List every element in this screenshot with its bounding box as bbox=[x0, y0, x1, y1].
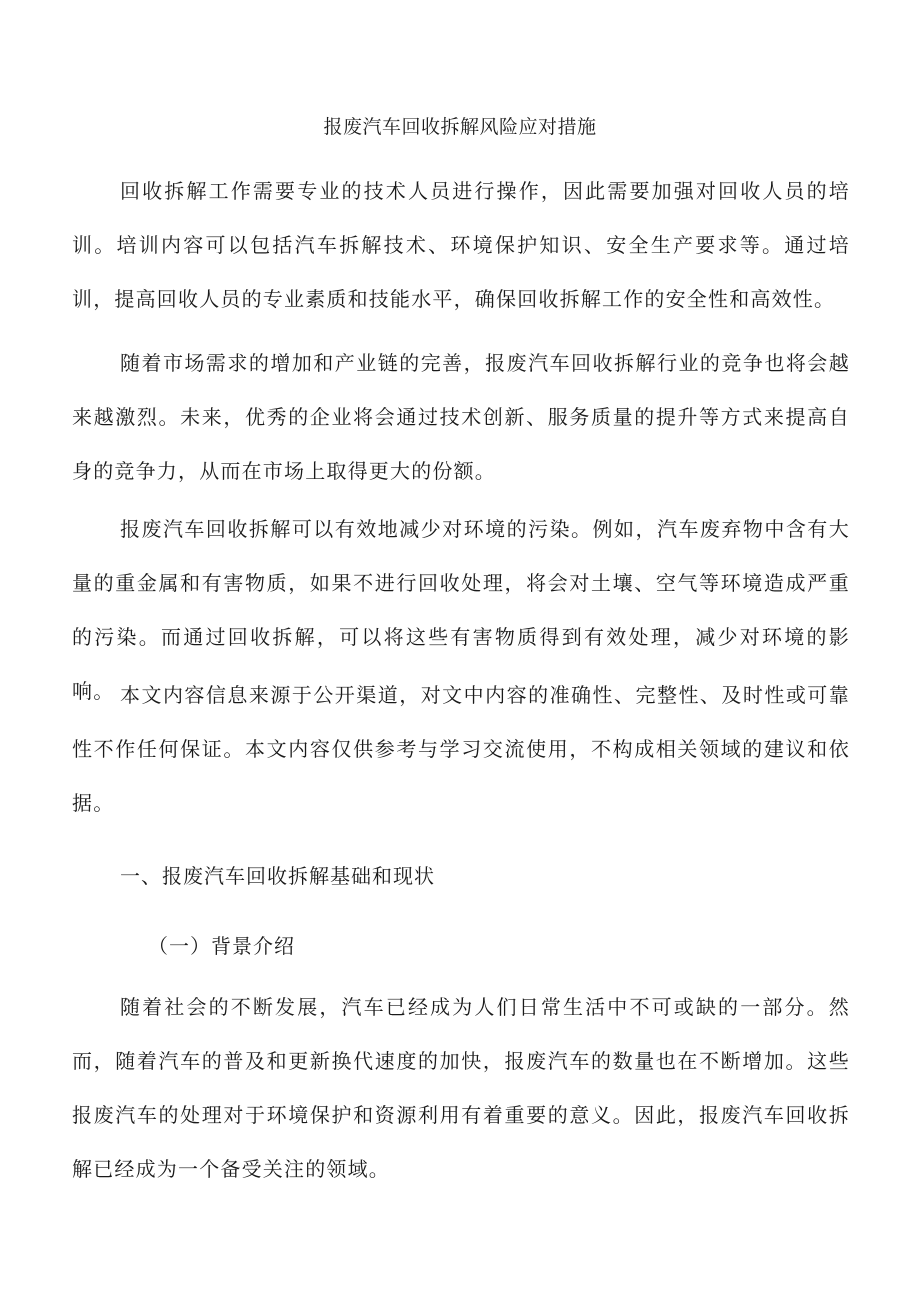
paragraph-training: 回收拆解工作需要专业的技术人员进行操作，因此需要加强对回收人员的培训。培训内容可以包括汽车拆解技术、环境保护知识、安全生产要求等。通过培训，提高回收人员的专业素质和技能水平，确保回收拆解工作的安全性和高效性。 bbox=[72, 179, 850, 311]
section-heading: 一、报废汽车回收拆解基础和现状 bbox=[120, 864, 435, 888]
paragraph-environment: 报废汽车回收拆解可以有效地减少对环境的污染。例如，汽车废弃物中含有大量的重金属和有害物质，如果不进行回收处理，将会对土壤、空气等环境造成严重的污染。而通过回收拆解，可以将这些有害物质得到有效处理，减少对环境的影响。 bbox=[72, 517, 850, 703]
document-title: 报废汽车回收拆解风险应对措施 bbox=[323, 116, 597, 138]
subsection-heading: （一）背景介绍 bbox=[148, 934, 295, 958]
paragraph-disclaimer: 本文内容信息来源于公开渠道，对文中内容的准确性、完整性、及时性或可靠性不作任何保证。本文内容仅供参考与学习交流使用，不构成相关领域的建议和依据。 bbox=[72, 683, 850, 815]
paragraph-background: 随着社会的不断发展，汽车已经成为人们日常生活中不可或缺的一部分。然而，随着汽车的普及和更新换代速度的加快，报废汽车的数量也在不断增加。这些报废汽车的处理对于环境保护和资源利用有着重要的意义。因此，报废汽车回收拆解已经成为一个备受关注的领域。 bbox=[72, 995, 850, 1181]
paragraph-competition: 随着市场需求的增加和产业链的完善，报废汽车回收拆解行业的竞争也将会越来越激烈。未来，优秀的企业将会通过技术创新、服务质量的提升等方式来提高自身的竞争力，从而在市场上取得更大的份额。 bbox=[72, 351, 850, 483]
